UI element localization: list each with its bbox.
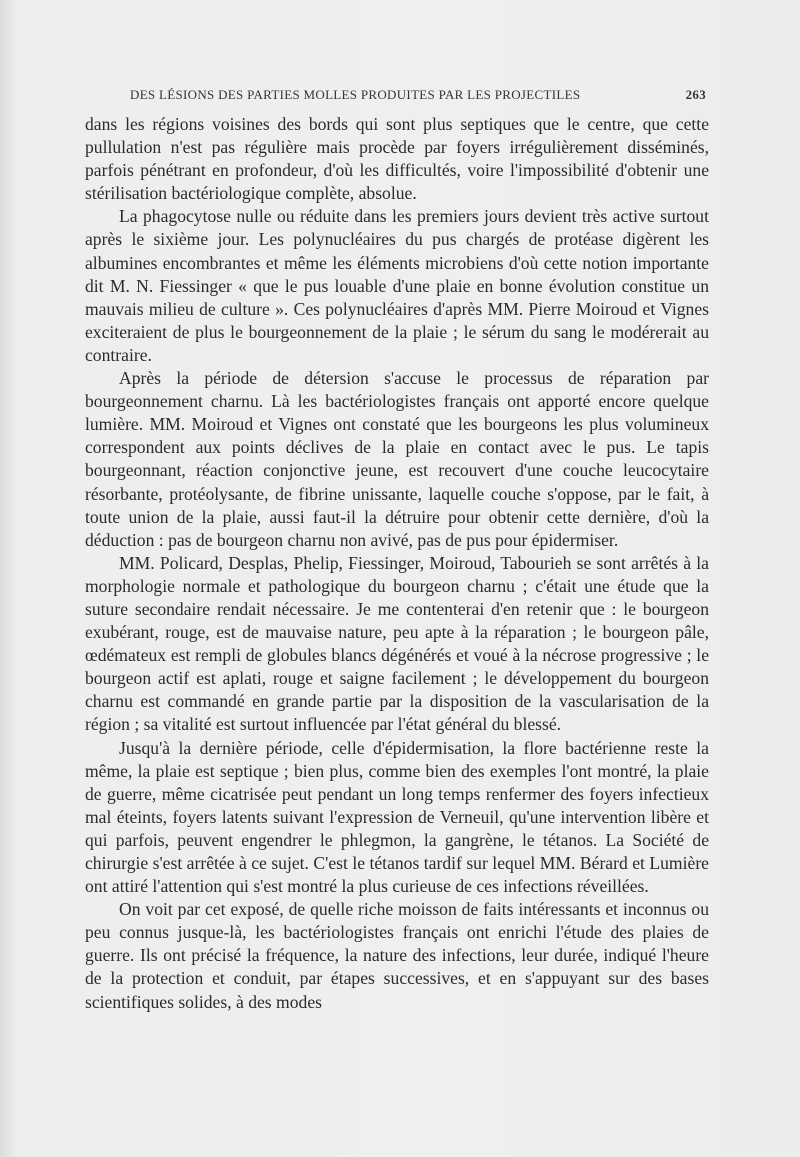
paragraph: Jusqu'à la dernière période, celle d'épidermisation, la flore bactérienne reste la même, la plaie est septique ; bien plus, comme bien des exemples l'ont montré, la plaie de guerre, même cicatrisée peut pendant un long temps renfermer des foyers infectieux mal éteints, foyers latents suivant l'expression de Verneuil, qu'une intervention libère et qui parfois, peuvent engendrer le phlegmon, la gangrène, le tétanos. La Société de chirurgie s'est arrêtée à ce sujet. C'est le tétanos tardif sur lequel MM. Bérard et Lumière ont attiré l'attention qui s'est montré la plus curieuse de ces infections réveillées. — [85, 737, 709, 897]
paragraph: La phagocytose nulle ou réduite dans les premiers jours devient très active surtout après le sixième jour. Les polynucléaires du pus chargés de protéase digèrent les albumines encombrantes et même les éléments microbiens d'où cette notion importante dit M. N. Fiessinger « que le pus louable d'une plaie en bonne évolution constitue un mauvais milieu de culture ». Ces polynucléaires d'après MM. Pierre Moiroud et Vignes exciteraient de plus le bourgeonnement de la plaie ; le sérum du sang le modérerait au contraire. — [85, 206, 709, 365]
paragraph: Après la période de détersion s'accuse le processus de réparation par bourgeonnement charnu. Là les bactériologistes français ont apporté encore quelque lumière. MM. Moiroud et Vignes ont constaté que les bourgeons les plus volumineux correspondent aux points déclives de la plaie en contact avec le pus. Le tapis bourgeonnant, réaction conjonctive jeune, est recouvert d'une couche leucocytaire résorbante, protéolysante, de fibrine unissante, laquelle couche s'oppose, par le fait, à toute union de la plaie, aussi faut-il la détruire pour obtenir cette dernière, d'où la déduction : pas de bourgeon charnu non avivé, pas de pus pour épidermiser. — [85, 368, 709, 550]
paragraph: dans les régions voisines des bords qui sont plus septiques que le centre, que cette pullulation n'est pas régulière mais procède par foyers irrégulièrement disséminés, parfois pénétrant en profondeur, d'où les difficultés, voire l'impossibilité d'obtenir une stérilisation bactériologique complète, absolue. — [85, 114, 709, 204]
page-number: 263 — [685, 87, 706, 102]
running-header — [130, 87, 706, 107]
paragraph: MM. Policard, Desplas, Phelip, Fiessinger, Moiroud, Tabourieh se sont arrêtés à la morphologie normale et pathologique du bourgeon charnu ; c'était une étude que la suture secondaire rendait nécessaire. Je me contenterai d'en retenir que : le bourgeon exubérant, rouge, est de mauvaise nature, peu apte à la réparation ; le bourgeon pâle, œdémateux est rempli de globules blancs dégénérés et voué à la nécrose progressive ; le bourgeon actif est aplati, rouge et saigne facilement ; le développement du bourgeon charnu est commandé en grande partie par la disposition de la vascularisation de la région ; sa vitalité est surtout influencée par l'état général du blessé. — [85, 552, 709, 735]
body-text — [85, 113, 709, 1014]
running-title: DES LÉSIONS DES PARTIES MOLLES PRODUITES PAR LES PROJECTILES — [130, 87, 581, 102]
paragraph: On voit par cet exposé, de quelle riche moisson de faits intéressants et inconnus ou peu connus jusque-là, les bactériologistes français ont enrichi l'étude des plaies de guerre. Ils ont précisé la fréquence, la nature des infections, leur durée, indiqué l'heure de la protection et conduit, par étapes successives, et en s'appuyant sur des bases scientifiques solides, à des modes — [85, 899, 709, 1012]
